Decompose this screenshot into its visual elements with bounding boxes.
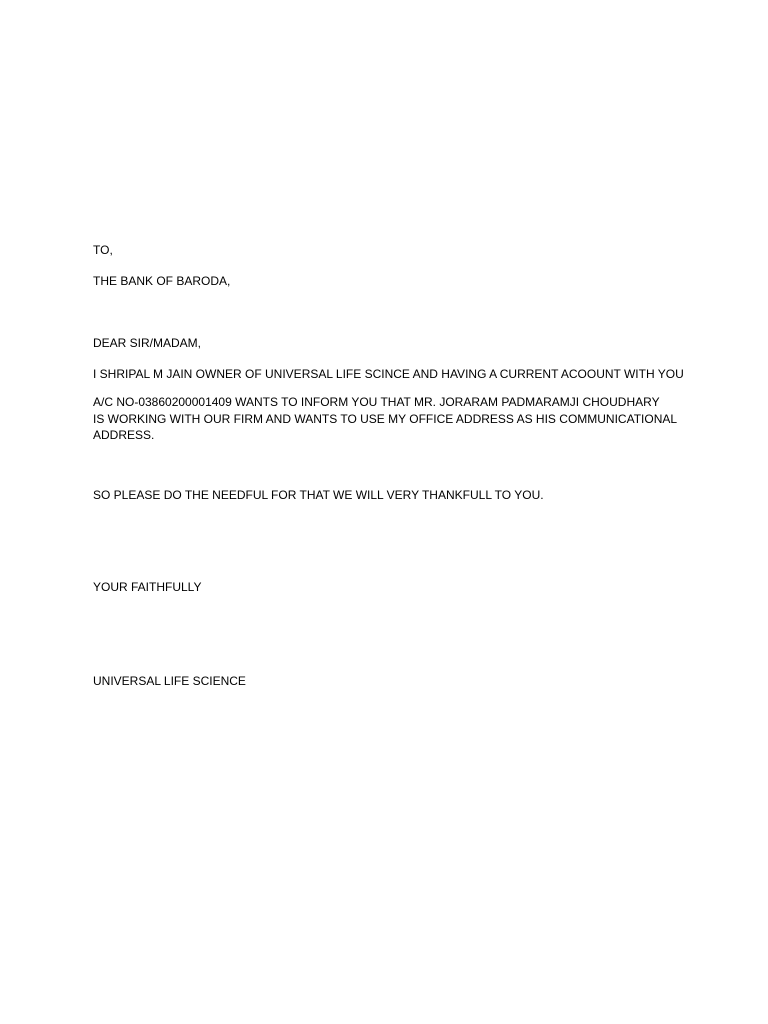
salutation-to: TO, (93, 243, 113, 257)
signature: UNIVERSAL LIFE SCIENCE (93, 674, 246, 688)
recipient-bank: THE BANK OF BARODA, (93, 274, 231, 288)
body-line: A/C NO-03860200001409 WANTS TO INFORM YOU THAT MR. JORARAM PADMARAMJI CHOUDHARY (93, 395, 660, 409)
request-paragraph: SO PLEASE DO THE NEEDFUL FOR THAT WE WILL VERY THANKFULL TO YOU. (93, 488, 544, 502)
body-line: ADDRESS. (93, 428, 155, 442)
greeting: DEAR SIR/MADAM, (93, 336, 202, 350)
body-paragraph (93, 394, 678, 444)
body-line: IS WORKING WITH OUR FIRM AND WANTS TO USE MY OFFICE ADDRESS AS HIS COMMUNICATIONAL (93, 411, 678, 426)
closing: YOUR FAITHFULLY (93, 580, 202, 594)
intro-paragraph: I SHRIPAL M JAIN OWNER OF UNIVERSAL LIFE SCINCE AND HAVING A CURRENT ACOOUNT WITH YOU (93, 367, 684, 381)
